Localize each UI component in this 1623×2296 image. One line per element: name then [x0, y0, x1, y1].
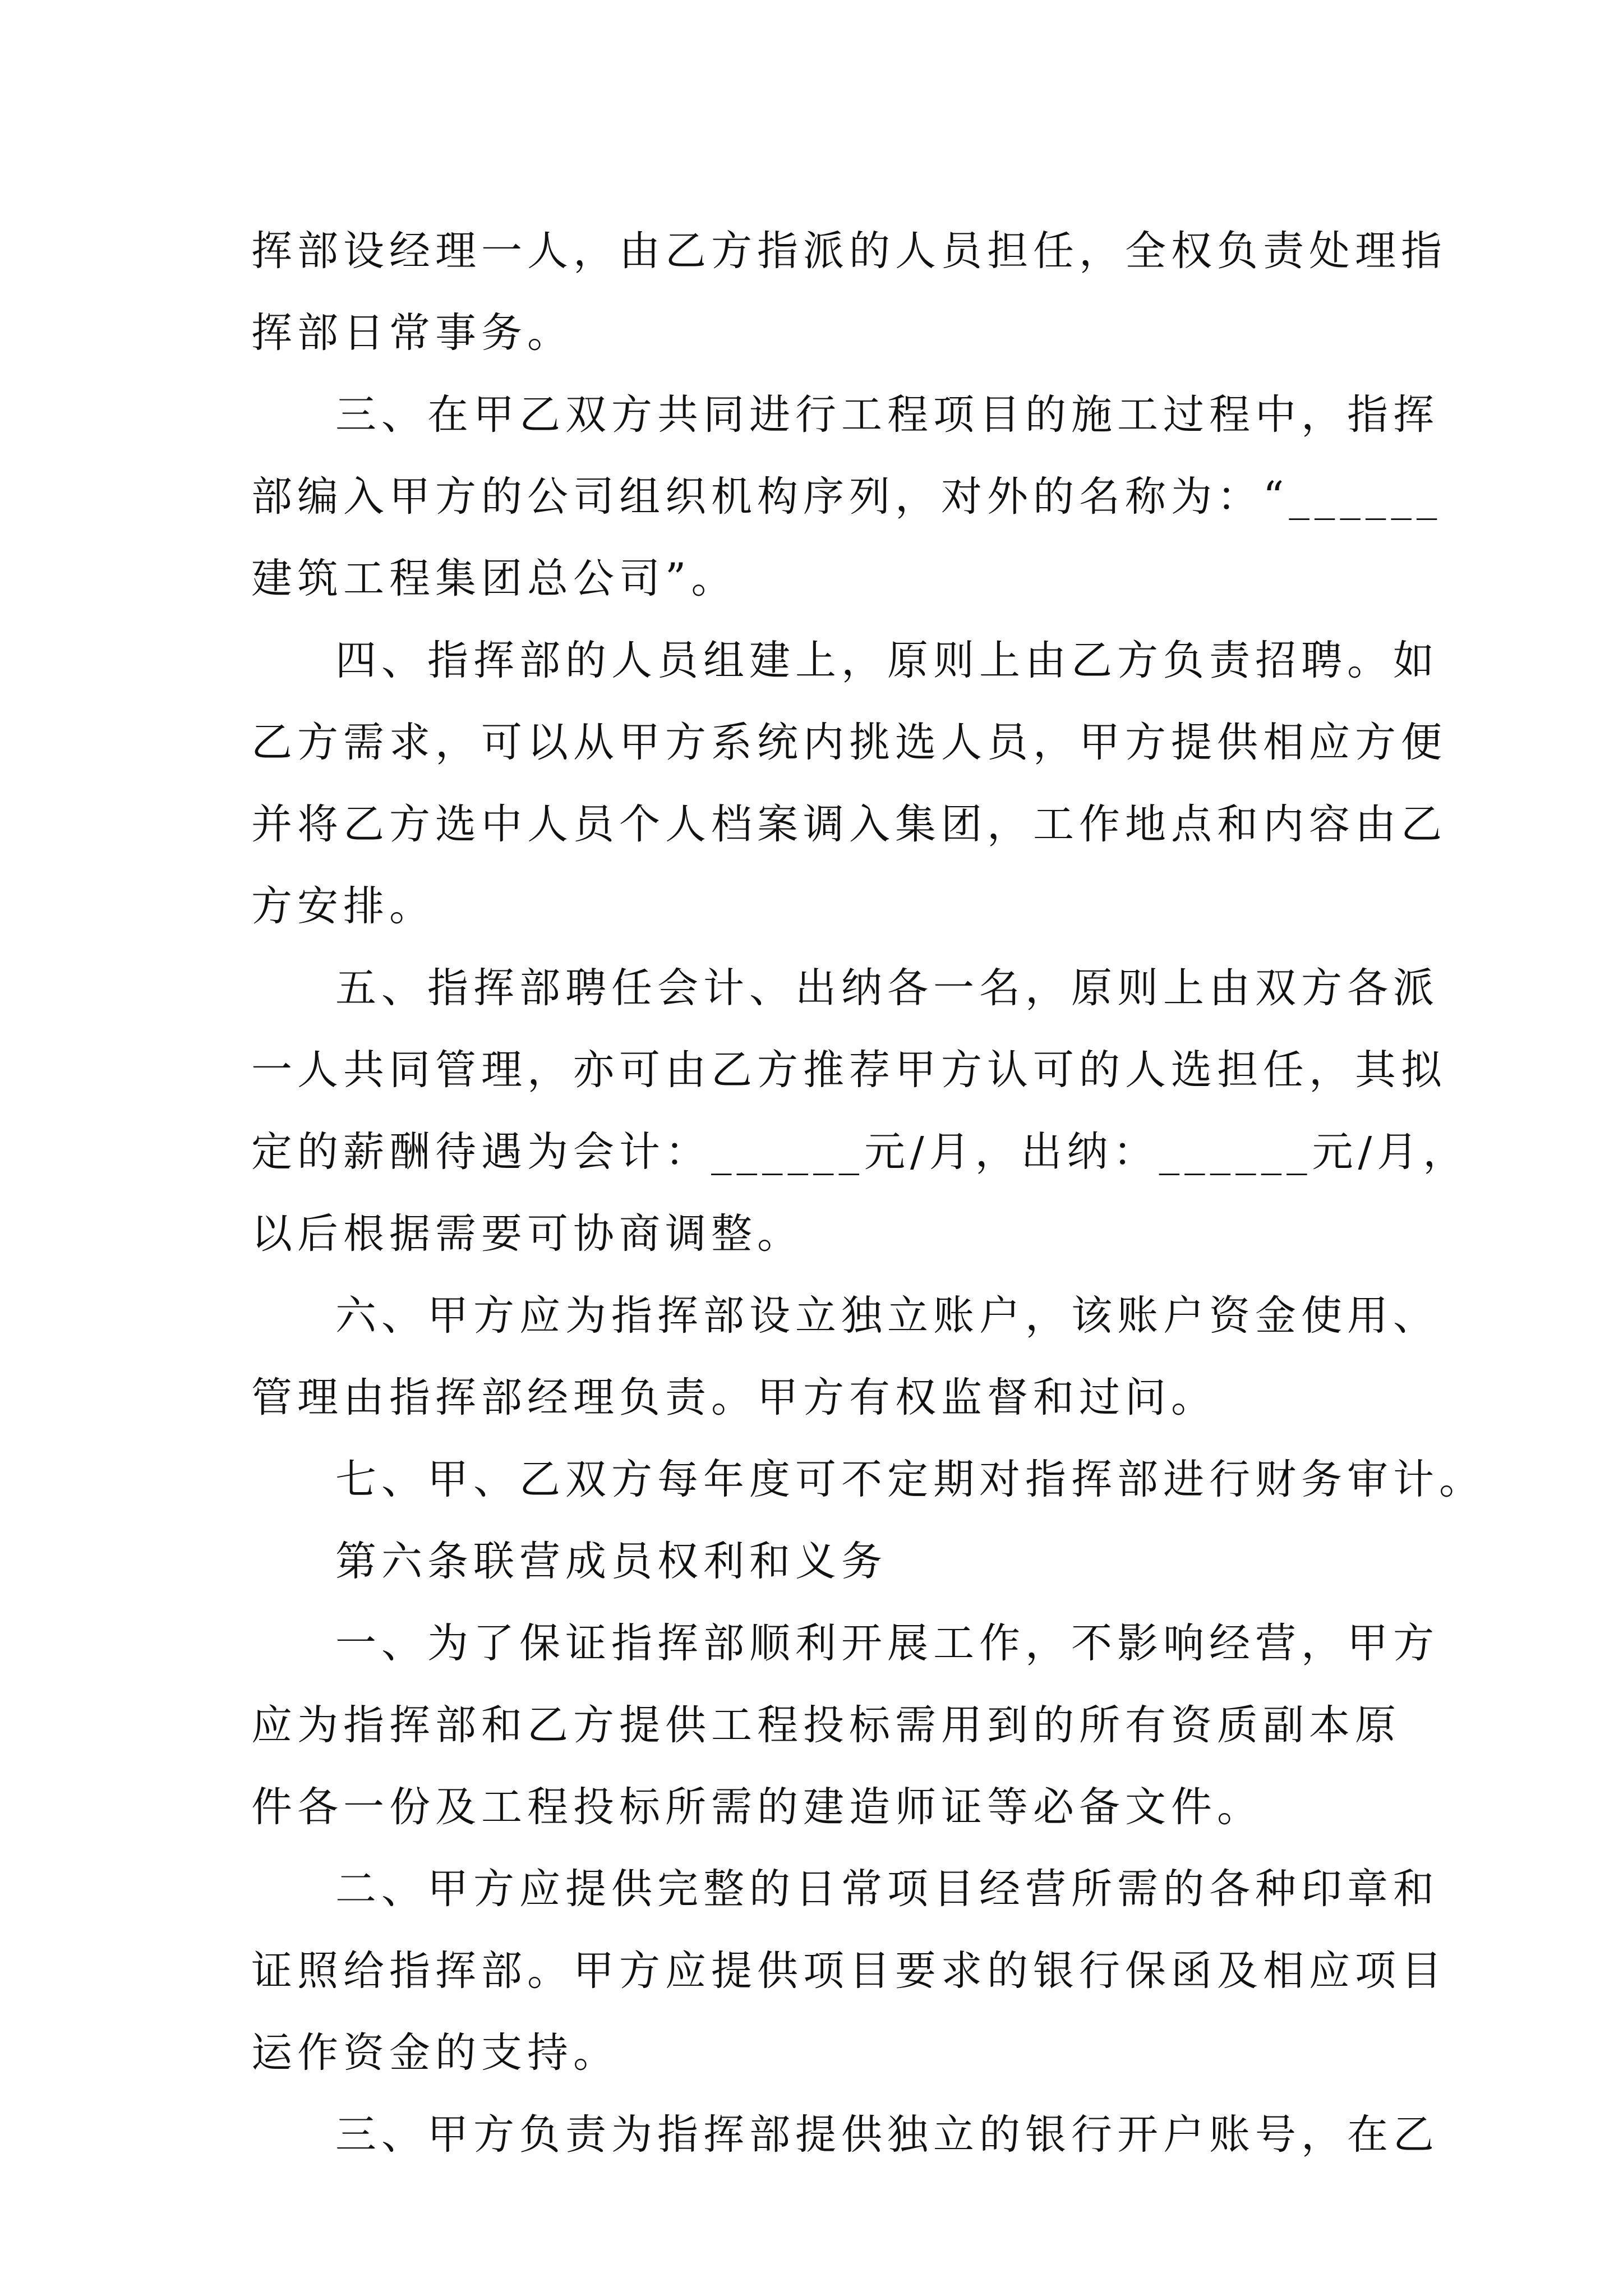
text-line: 应为指挥部和乙方提供工程投标需用到的所有资质副本原	[251, 1701, 1401, 1749]
paragraph-start: 一、为了保证指挥部顺利开展工作，不影响经营，甲方	[335, 1619, 1439, 1667]
text-line: 挥部设经理一人，由乙方指派的人员担任，全权负责处理指	[251, 227, 1447, 275]
text-line: 方安排。	[251, 882, 435, 930]
text-line: 管理由指挥部经理负责。甲方有权监督和过问。	[251, 1374, 1217, 1421]
text-line: 一人共同管理，亦可由乙方推荐甲方认可的人选担任，其拟	[251, 1046, 1447, 1094]
section-heading: 第六条联营成员权利和义务	[335, 1538, 887, 1585]
paragraph-start: 二、甲方应提供完整的日常项目经营所需的各种印章和	[335, 1865, 1439, 1913]
text-line: 运作资金的支持。	[251, 2029, 619, 2077]
text-line: 乙方需求，可以从甲方系统内挑选人员，甲方提供相应方便	[251, 719, 1447, 766]
text-line: 部编入甲方的公司组织机构序列，对外的名称为：“______	[251, 473, 1442, 521]
text-line: 件各一份及工程投标所需的建造师证等必备文件。	[251, 1783, 1263, 1831]
text-line: 挥部日常事务。	[251, 309, 573, 357]
text-line: 定的薪酬待遇为会计：______元/月，出纳：______元/月，	[251, 1128, 1469, 1176]
paragraph-start: 六、甲方应为指挥部设立独立账户，该账户资金使用、	[335, 1292, 1439, 1340]
text-line: 建筑工程集团总公司”。	[251, 555, 737, 602]
text-line: 并将乙方选中人员个人档案调入集团，工作地点和内容由乙	[251, 800, 1447, 848]
paragraph-start: 五、指挥部聘任会计、出纳各一名，原则上由双方各派	[335, 964, 1439, 1012]
paragraph-start: 七、甲、乙双方每年度可不定期对指挥部进行财务审计。	[335, 1456, 1485, 1503]
paragraph-start: 三、甲方负责为指挥部提供独立的银行开户账号，在乙	[335, 2111, 1439, 2159]
text-line: 以后根据需要可协商调整。	[251, 1210, 803, 1258]
paragraph-start: 三、在甲乙双方共同进行工程项目的施工过程中，指挥	[335, 391, 1439, 439]
paragraph-start: 四、指挥部的人员组建上，原则上由乙方负责招聘。如	[335, 637, 1439, 684]
text-line: 证照给指挥部。甲方应提供项目要求的银行保函及相应项目	[251, 1947, 1447, 1995]
document-body	[251, 210, 1485, 2176]
